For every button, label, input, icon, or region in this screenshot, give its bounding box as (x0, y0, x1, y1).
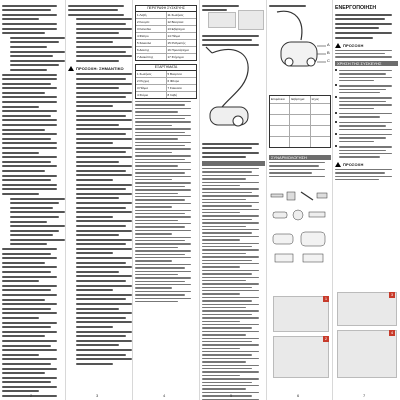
table-header-cell: Ισχύς (311, 97, 320, 101)
table-cell: 5 Σακούλα (136, 40, 167, 46)
step-photo (273, 296, 329, 332)
warning-heading-row (68, 66, 130, 71)
table-cell: 14 Πέλμα (167, 34, 181, 38)
section-heading: ΣΥΝΑΡΜΟΛΟΓΗΣΗ (269, 155, 331, 160)
table-cell: 11 Σωλήνας (167, 13, 184, 17)
table-cell: 2 Κουμπί (136, 19, 167, 25)
table-cell: 2 Ρύγχος (136, 78, 167, 84)
vacuum-parts-diagram (271, 6, 329, 86)
table-cell: 8 Λαβή (167, 93, 177, 97)
warning-triangle-icon (335, 43, 341, 48)
step-photo (337, 292, 397, 326)
warning-label: ΠΡΟΣΟΧΗ (343, 42, 364, 48)
parts-table-header: ΠΕΡΙΓΡΑΦΗ ΣΥΣΚΕΥΗΣ (136, 6, 196, 12)
figure-label: A (327, 42, 330, 47)
warning-label: ΠΡΟΣΟΧΗ (343, 161, 364, 167)
page-column-3 (133, 0, 200, 400)
table-cell: 3 Πέλμα (136, 85, 167, 91)
table-cell: 16 Προσάρτημα (167, 48, 189, 52)
page-column-6 (333, 0, 400, 400)
accessories-illustration (269, 190, 331, 270)
table-cell: 13 Εξάρτημα (167, 27, 185, 31)
table-cell: 6 Δείκτης (136, 47, 167, 53)
page-column-5 (267, 0, 333, 400)
table-cell: 7 Σακούλα (167, 86, 182, 90)
table-cell: 4 Στόμιο (136, 92, 167, 98)
table-cell: 1 Λαβή (136, 12, 167, 18)
table-cell: 5 Βούρτσα (167, 72, 182, 76)
vacuum-cleaner-illustration (202, 45, 264, 131)
table-cell: 12 Βούρτσα (167, 20, 184, 24)
step-photo (337, 330, 397, 378)
page-number: 6 (297, 393, 300, 398)
accessories-table-header: ΕΞΑΡΤΗΜΑΤΑ (136, 65, 196, 71)
table-cell: 15 Ρυθμιστής (167, 41, 186, 45)
section-band (202, 161, 265, 166)
table-header-cell: Εξάρτημα (290, 96, 310, 103)
page-column-4 (200, 0, 267, 400)
section-title: ΕΝΕΡΓΟΠΟΙΗΣΗ (335, 5, 377, 11)
warning-row (335, 43, 398, 48)
warning-row (335, 162, 398, 167)
page-number: 2 (30, 393, 33, 398)
page-number: 3 (96, 393, 99, 398)
step-badge: 4 (390, 330, 394, 335)
table-cell: 7 Διακόπτης (136, 54, 167, 60)
warning-triangle-icon (335, 162, 341, 167)
table-cell: 17 Στήριγμα (167, 55, 184, 59)
figure-label: B (327, 50, 330, 55)
section-subheading: ΧΡΗΣΗ ΤΗΣ ΣΥΣΚΕΥΗΣ (335, 61, 398, 66)
table-header-cell: Επιφάνεια (270, 96, 290, 103)
page-column-2 (66, 0, 133, 400)
warning-heading: ΠΡΟΣΟΧΗ: ΣΗΜΑΝΤΙΚΟ (76, 65, 124, 71)
step-badge: 1 (324, 296, 328, 301)
surface-table (269, 95, 331, 148)
page-number: 5 (230, 393, 233, 398)
parts-table (135, 5, 197, 61)
accessories-table (135, 64, 197, 99)
page-number: 4 (163, 393, 166, 398)
figure-label: C (327, 58, 330, 63)
page-number: 7 (363, 393, 366, 398)
table-cell: 6 Φίλτρο (167, 79, 180, 83)
table-cell: 1 Σωλήνας (136, 71, 167, 77)
product-photo (208, 12, 236, 28)
step-badge: 2 (324, 336, 328, 341)
warning-triangle-icon (68, 66, 74, 71)
step-photo (273, 336, 329, 378)
table-cell: 4 Φίλτρο (136, 33, 167, 39)
step-badge: 3 (390, 292, 394, 297)
table-cell: 3 Καλώδιο (136, 26, 167, 32)
page-column-1 (0, 0, 66, 400)
product-photo (238, 10, 264, 30)
